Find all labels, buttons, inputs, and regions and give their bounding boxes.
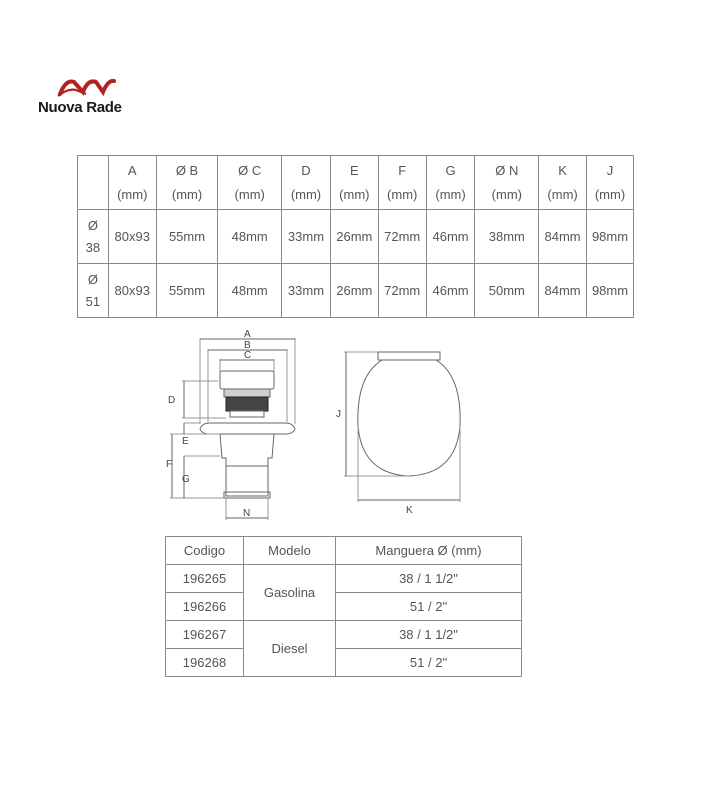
- dim-label-e: E: [182, 436, 189, 447]
- dim-label-n: N: [243, 508, 251, 519]
- code-header-cell: Manguera Ø (mm): [336, 537, 522, 565]
- spec-row: [78, 210, 634, 264]
- dim-label-a: A: [244, 329, 251, 340]
- front-cap-body: [358, 360, 460, 476]
- spec-cell: 33mm: [282, 264, 331, 318]
- spec-cell: 72mm: [378, 210, 426, 264]
- spec-cell: 38mm: [475, 210, 539, 264]
- dim-label-d: D: [168, 395, 176, 406]
- spec-cell: 80x93: [108, 264, 156, 318]
- hose-cell: 51 / 2": [336, 593, 522, 621]
- dim-label-g: G: [182, 474, 190, 485]
- technical-drawing: [160, 326, 490, 522]
- code-row: [166, 649, 522, 677]
- spec-header-cell: J (mm): [587, 156, 634, 210]
- spec-header-cell: A (mm): [108, 156, 156, 210]
- front-cap-rim: [378, 352, 440, 360]
- code-row: [166, 565, 522, 593]
- code-cell: 196265: [166, 565, 244, 593]
- code-row: [166, 593, 522, 621]
- code-cell: 196268: [166, 649, 244, 677]
- spec-cell: 50mm: [475, 264, 539, 318]
- spec-cell: 98mm: [587, 210, 634, 264]
- hose-cell: 38 / 1 1/2": [336, 565, 522, 593]
- code-cell: 196266: [166, 593, 244, 621]
- code-row: [166, 621, 522, 649]
- spec-corner-cell: [78, 156, 109, 210]
- code-header-row: [166, 537, 522, 565]
- dim-label-c: C: [244, 350, 252, 361]
- spec-header-cell: Ø B (mm): [156, 156, 218, 210]
- fitting-tail: [220, 434, 274, 496]
- dim-label-k: K: [406, 505, 413, 516]
- spec-size-cell: Ø 51: [78, 264, 109, 318]
- hose-cell: 38 / 1 1/2": [336, 621, 522, 649]
- spec-cell: 46mm: [426, 264, 475, 318]
- spec-cell: 84mm: [539, 264, 587, 318]
- fitting-flange: [200, 423, 295, 434]
- model-cell: Gasolina: [244, 565, 336, 621]
- dim-label-j: J: [336, 409, 341, 420]
- spec-header-cell: Ø C (mm): [218, 156, 282, 210]
- brand-name: Nuova Rade: [38, 99, 122, 116]
- spec-size-cell: Ø 38: [78, 210, 109, 264]
- spec-header-cell: Ø N (mm): [475, 156, 539, 210]
- code-header-cell: Codigo: [166, 537, 244, 565]
- spec-cell: 98mm: [587, 264, 634, 318]
- spec-header-cell: D (mm): [282, 156, 331, 210]
- code-header-cell: Modelo: [244, 537, 336, 565]
- spec-cell: 46mm: [426, 210, 475, 264]
- spec-header-cell: K (mm): [539, 156, 587, 210]
- spec-cell: 84mm: [539, 210, 587, 264]
- spec-row: [78, 264, 634, 318]
- spec-cell: 55mm: [156, 210, 218, 264]
- brand-logo-mark: [56, 76, 116, 98]
- spec-cell: 33mm: [282, 210, 331, 264]
- spec-table: [77, 155, 634, 318]
- spec-header-row: [78, 156, 634, 210]
- brand-logo: [38, 76, 138, 118]
- spec-header-cell: G (mm): [426, 156, 475, 210]
- spec-cell: 55mm: [156, 264, 218, 318]
- spec-cell: 48mm: [218, 210, 282, 264]
- model-cell: Diesel: [244, 621, 336, 677]
- spec-cell: 26mm: [330, 210, 378, 264]
- dim-label-b: B: [244, 340, 251, 351]
- spec-cell: 48mm: [218, 264, 282, 318]
- spec-header-cell: F (mm): [378, 156, 426, 210]
- code-cell: 196267: [166, 621, 244, 649]
- hose-cell: 51 / 2": [336, 649, 522, 677]
- spec-cell: 26mm: [330, 264, 378, 318]
- spec-cell: 72mm: [378, 264, 426, 318]
- spec-cell: 80x93: [108, 210, 156, 264]
- fitting-cap: [220, 371, 274, 389]
- spec-header-cell: E (mm): [330, 156, 378, 210]
- dim-label-f: F: [166, 459, 173, 470]
- code-table: [165, 536, 522, 677]
